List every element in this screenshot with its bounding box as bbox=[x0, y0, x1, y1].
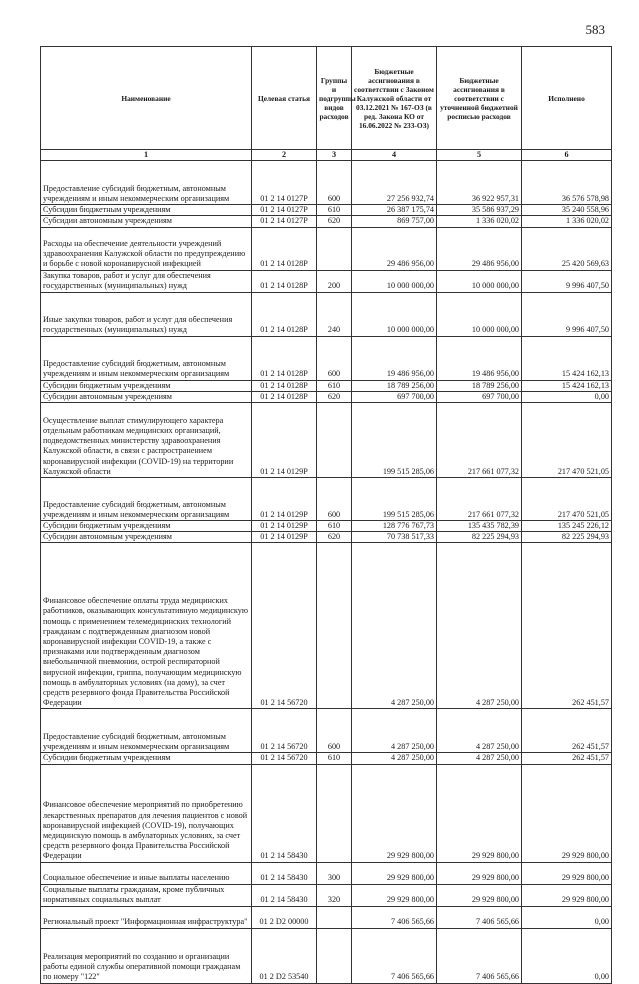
table-row bbox=[41, 521, 612, 532]
row-executed-amount: 35 240 558,96 bbox=[522, 205, 612, 216]
row-executed-amount: 0,00 bbox=[522, 928, 612, 983]
header-row bbox=[41, 47, 612, 150]
row-group bbox=[317, 227, 352, 270]
row-group: 610 bbox=[317, 380, 352, 391]
row-name: Иные закупки товаров, работ и услуг для обеспечения государственных (муниципальных) нужд bbox=[41, 292, 252, 336]
table-row bbox=[41, 764, 612, 862]
table-row bbox=[41, 906, 612, 928]
column-number: 1 bbox=[41, 150, 252, 161]
row-executed-amount: 29 929 800,00 bbox=[522, 862, 612, 884]
row-law-amount: 27 256 932,74 bbox=[352, 161, 437, 205]
header-refined: Бюджетные ассигнования в соответствии с уточненной бюджетной росписью расходов bbox=[437, 47, 522, 150]
row-refined-amount: 4 287 250,00 bbox=[437, 709, 522, 753]
table-row bbox=[41, 336, 612, 380]
row-refined-amount: 4 287 250,00 bbox=[437, 753, 522, 764]
column-number: 6 bbox=[522, 150, 612, 161]
table-row bbox=[41, 862, 612, 884]
table-body bbox=[41, 161, 612, 983]
row-name: Осуществление выплат стимулирующего характера отдельным работникам медицинских организаций, подведомственных министерству здравоохранения Калужской области, в связи с распространением коронавирусной инфекции (COVID-19) на территории Калужской области bbox=[41, 403, 252, 478]
table-row bbox=[41, 216, 612, 227]
row-executed-amount: 29 929 800,00 bbox=[522, 884, 612, 906]
row-executed-amount: 0,00 bbox=[522, 906, 612, 928]
row-law-amount: 7 406 565,66 bbox=[352, 928, 437, 983]
row-code: 01 2 14 0128Р bbox=[252, 292, 317, 336]
row-name: Субсидии бюджетным учреждениям bbox=[41, 380, 252, 391]
row-group: 610 bbox=[317, 521, 352, 532]
table-row bbox=[41, 928, 612, 983]
row-executed-amount: 25 420 569,63 bbox=[522, 227, 612, 270]
row-executed-amount: 9 996 407,50 bbox=[522, 270, 612, 292]
row-law-amount: 128 776 767,73 bbox=[352, 521, 437, 532]
row-code: 01 2 14 0127Р bbox=[252, 205, 317, 216]
row-refined-amount: 217 661 077,32 bbox=[437, 478, 522, 521]
row-refined-amount: 29 486 956,00 bbox=[437, 227, 522, 270]
row-group: 600 bbox=[317, 336, 352, 380]
row-name: Расходы на обеспечение деятельности учреждений здравоохранения Калужской области по предупреждению и борьбе с новой коронавирусной инфекцией bbox=[41, 227, 252, 270]
row-law-amount: 4 287 250,00 bbox=[352, 543, 437, 709]
row-code: 01 2 14 0128Р bbox=[252, 336, 317, 380]
row-group: 600 bbox=[317, 161, 352, 205]
row-group: 620 bbox=[317, 532, 352, 543]
row-code: 01 2 14 56720 bbox=[252, 709, 317, 753]
row-code: 01 2 14 58430 bbox=[252, 884, 317, 906]
row-code: 01 2 D2 53540 bbox=[252, 928, 317, 983]
row-refined-amount: 7 406 565,66 bbox=[437, 928, 522, 983]
header-group: Группы и подгруппы видов расходов bbox=[317, 47, 352, 150]
row-law-amount: 29 929 800,00 bbox=[352, 764, 437, 862]
row-refined-amount: 10 000 000,00 bbox=[437, 270, 522, 292]
row-group: 600 bbox=[317, 478, 352, 521]
row-executed-amount: 262 451,57 bbox=[522, 709, 612, 753]
row-refined-amount: 135 435 782,39 bbox=[437, 521, 522, 532]
row-executed-amount: 36 576 578,98 bbox=[522, 161, 612, 205]
row-name: Социальное обеспечение и иные выплаты населению bbox=[41, 862, 252, 884]
row-name: Предоставление субсидий бюджетным, автономным учреждениям и иным некоммерческим организациям bbox=[41, 709, 252, 753]
column-number: 4 bbox=[352, 150, 437, 161]
table-row bbox=[41, 227, 612, 270]
row-code: 01 2 14 58430 bbox=[252, 764, 317, 862]
row-executed-amount: 1 336 020,02 bbox=[522, 216, 612, 227]
row-group: 610 bbox=[317, 205, 352, 216]
row-law-amount: 18 789 256,00 bbox=[352, 380, 437, 391]
row-group bbox=[317, 403, 352, 478]
column-number: 5 bbox=[437, 150, 522, 161]
row-code: 01 2 14 0129Р bbox=[252, 478, 317, 521]
row-refined-amount: 1 336 020,02 bbox=[437, 216, 522, 227]
row-code: 01 2 14 0127Р bbox=[252, 161, 317, 205]
row-law-amount: 29 929 800,00 bbox=[352, 884, 437, 906]
table-row bbox=[41, 380, 612, 391]
row-name: Закупка товаров, работ и услуг для обеспечения государственных (муниципальных) нужд bbox=[41, 270, 252, 292]
row-refined-amount: 4 287 250,00 bbox=[437, 543, 522, 709]
table-row bbox=[41, 205, 612, 216]
row-law-amount: 26 387 175,74 bbox=[352, 205, 437, 216]
table-row bbox=[41, 532, 612, 543]
row-code: 01 2 14 0129Р bbox=[252, 532, 317, 543]
row-name: Региональный проект "Информационная инфраструктура" bbox=[41, 906, 252, 928]
table-row bbox=[41, 161, 612, 205]
column-number: 3 bbox=[317, 150, 352, 161]
row-executed-amount: 82 225 294,93 bbox=[522, 532, 612, 543]
row-code: 01 2 14 0128Р bbox=[252, 227, 317, 270]
column-number: 2 bbox=[252, 150, 317, 161]
row-group bbox=[317, 906, 352, 928]
table-row bbox=[41, 543, 612, 709]
table-row bbox=[41, 403, 612, 478]
row-law-amount: 4 287 250,00 bbox=[352, 709, 437, 753]
row-executed-amount: 0,00 bbox=[522, 391, 612, 402]
row-refined-amount: 35 586 937,29 bbox=[437, 205, 522, 216]
row-name: Субсидии бюджетным учреждениям bbox=[41, 205, 252, 216]
row-code: 01 2 14 58430 bbox=[252, 862, 317, 884]
row-refined-amount: 18 789 256,00 bbox=[437, 380, 522, 391]
row-executed-amount: 262 451,57 bbox=[522, 753, 612, 764]
row-executed-amount: 217 470 521,05 bbox=[522, 403, 612, 478]
row-law-amount: 7 406 565,66 bbox=[352, 906, 437, 928]
row-refined-amount: 697 700,00 bbox=[437, 391, 522, 402]
row-group: 200 bbox=[317, 270, 352, 292]
table-row bbox=[41, 391, 612, 402]
row-name: Реализация мероприятий по созданию и организации работы единой службы оперативной помощи гражданам по номеру "122" bbox=[41, 928, 252, 983]
row-law-amount: 697 700,00 bbox=[352, 391, 437, 402]
row-name: Субсидии бюджетным учреждениям bbox=[41, 753, 252, 764]
row-group: 240 bbox=[317, 292, 352, 336]
row-executed-amount: 29 929 800,00 bbox=[522, 764, 612, 862]
row-code: 01 2 14 0129Р bbox=[252, 521, 317, 532]
row-refined-amount: 10 000 000,00 bbox=[437, 292, 522, 336]
row-group bbox=[317, 764, 352, 862]
row-code: 01 2 14 56720 bbox=[252, 543, 317, 709]
header-law: Бюджетные ассигнования в соответствии с Законом Калужской области от 03.12.2021 № 167-ОЗ (в ред. Закона КО от 16.06.2022 № 233-ОЗ) bbox=[352, 47, 437, 150]
row-group: 300 bbox=[317, 862, 352, 884]
row-name: Субсидии автономным учреждениям bbox=[41, 216, 252, 227]
column-number-row bbox=[41, 150, 612, 161]
row-name: Предоставление субсидий бюджетным, автономным учреждениям и иным некоммерческим организациям bbox=[41, 478, 252, 521]
row-law-amount: 19 486 956,00 bbox=[352, 336, 437, 380]
row-code: 01 2 14 0128Р bbox=[252, 380, 317, 391]
row-refined-amount: 217 661 077,32 bbox=[437, 403, 522, 478]
row-executed-amount: 217 470 521,05 bbox=[522, 478, 612, 521]
table-row bbox=[41, 478, 612, 521]
row-group: 320 bbox=[317, 884, 352, 906]
row-code: 01 2 D2 00000 bbox=[252, 906, 317, 928]
row-code: 01 2 14 0128Р bbox=[252, 270, 317, 292]
row-name: Субсидии автономным учреждениям bbox=[41, 532, 252, 543]
row-refined-amount: 29 929 800,00 bbox=[437, 862, 522, 884]
row-law-amount: 869 757,00 bbox=[352, 216, 437, 227]
row-refined-amount: 19 486 956,00 bbox=[437, 336, 522, 380]
table-row bbox=[41, 884, 612, 906]
row-law-amount: 10 000 000,00 bbox=[352, 270, 437, 292]
row-group bbox=[317, 928, 352, 983]
row-law-amount: 29 929 800,00 bbox=[352, 862, 437, 884]
row-law-amount: 199 515 285,06 bbox=[352, 403, 437, 478]
table-row bbox=[41, 292, 612, 336]
budget-table bbox=[40, 46, 612, 984]
table-row bbox=[41, 709, 612, 753]
row-law-amount: 70 738 517,33 bbox=[352, 532, 437, 543]
row-refined-amount: 36 922 957,31 bbox=[437, 161, 522, 205]
row-refined-amount: 7 406 565,66 bbox=[437, 906, 522, 928]
row-refined-amount: 29 929 800,00 bbox=[437, 764, 522, 862]
row-group: 600 bbox=[317, 709, 352, 753]
row-group: 620 bbox=[317, 391, 352, 402]
row-code: 01 2 14 56720 bbox=[252, 753, 317, 764]
header-name: Наименование bbox=[41, 47, 252, 150]
row-code: 01 2 14 0127Р bbox=[252, 216, 317, 227]
table-row bbox=[41, 753, 612, 764]
row-law-amount: 4 287 250,00 bbox=[352, 753, 437, 764]
header-executed: Исполнено bbox=[522, 47, 612, 150]
row-name: Финансовое обеспечение мероприятий по приобретению лекарственных препаратов для лечения пациентов с новой коронавирусной инфекцией (COVID-19), получающих медицинскую помощь в амбулаторных условиях, за счет средств резервного фонда Правительства Российской Федерации bbox=[41, 764, 252, 862]
row-name: Субсидии автономным учреждениям bbox=[41, 391, 252, 402]
page-number: 583 bbox=[585, 22, 605, 37]
row-executed-amount: 262 451,57 bbox=[522, 543, 612, 709]
row-name: Предоставление субсидий бюджетным, автономным учреждениям и иным некоммерческим организациям bbox=[41, 161, 252, 205]
row-group bbox=[317, 543, 352, 709]
row-executed-amount: 15 424 162,13 bbox=[522, 380, 612, 391]
row-name: Предоставление субсидий бюджетным, автономным учреждениям и иным некоммерческим организациям bbox=[41, 336, 252, 380]
row-group: 610 bbox=[317, 753, 352, 764]
row-executed-amount: 15 424 162,13 bbox=[522, 336, 612, 380]
row-executed-amount: 9 996 407,50 bbox=[522, 292, 612, 336]
row-law-amount: 199 515 285,06 bbox=[352, 478, 437, 521]
row-code: 01 2 14 0128Р bbox=[252, 391, 317, 402]
row-refined-amount: 29 929 800,00 bbox=[437, 884, 522, 906]
header-code: Целевая статья bbox=[252, 47, 317, 150]
row-refined-amount: 82 225 294,93 bbox=[437, 532, 522, 543]
row-code: 01 2 14 0129Р bbox=[252, 403, 317, 478]
row-law-amount: 10 000 000,00 bbox=[352, 292, 437, 336]
row-law-amount: 29 486 956,00 bbox=[352, 227, 437, 270]
row-executed-amount: 135 245 226,12 bbox=[522, 521, 612, 532]
table-row bbox=[41, 270, 612, 292]
row-group: 620 bbox=[317, 216, 352, 227]
row-name: Финансовое обеспечение оплаты труда медицинских работников, оказывающих консультативную медицинскую помощь с применением телемедицинских технологий гражданам с подтвержденным диагнозом новой коронавирусной инфекции COVID-19, а также с признаками или подтвержденным диагнозом внебольничной пневмонии, острой респираторной вирусной инфекции, гриппа, получающим медицинскую помощь в амбулаторных условиях (на дому), за счет средств резервного фонда Правительства Российской Федерации bbox=[41, 543, 252, 709]
row-name: Социальные выплаты гражданам, кроме публичных нормативных социальных выплат bbox=[41, 884, 252, 906]
row-name: Субсидии бюджетным учреждениям bbox=[41, 521, 252, 532]
